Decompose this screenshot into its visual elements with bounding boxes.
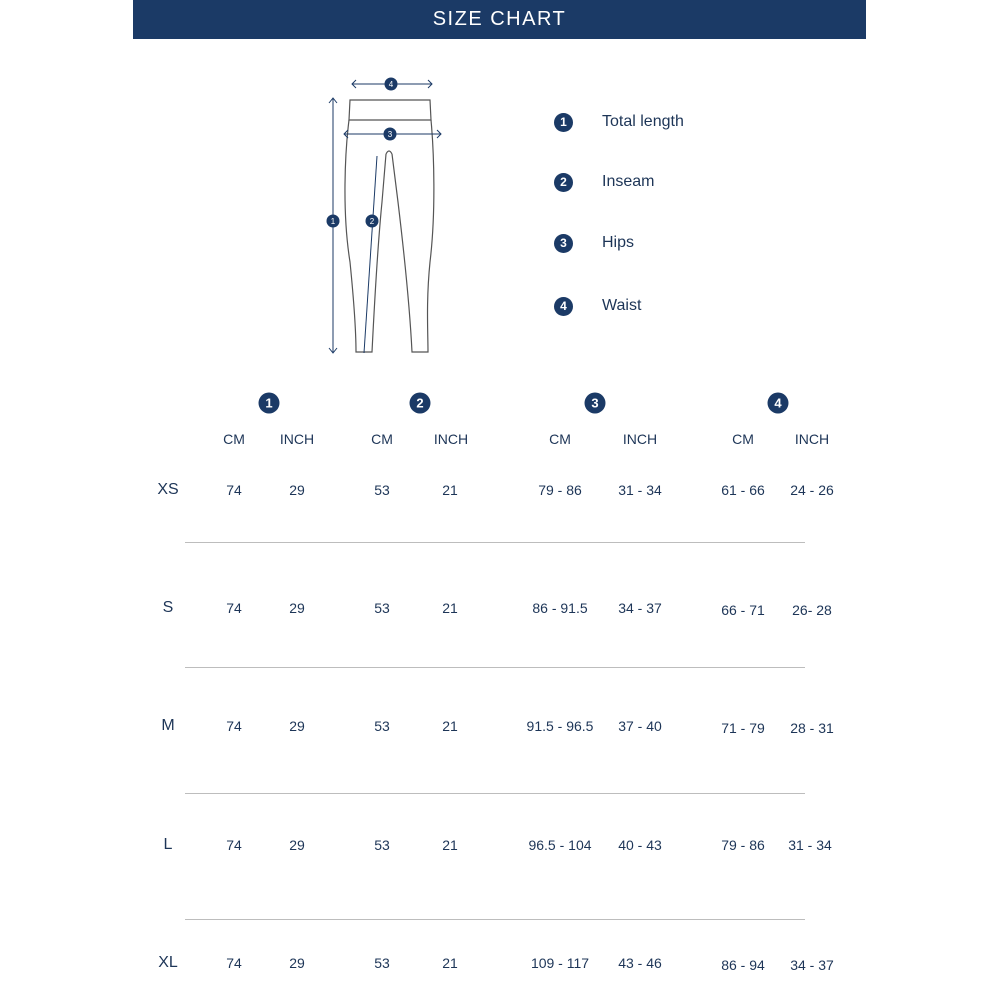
legend-label: Hips — [602, 234, 635, 251]
size-label: XS — [157, 481, 179, 498]
table-cell: 96.5 - 104 — [528, 837, 592, 853]
unit-header: INCH — [279, 431, 315, 447]
column-group-badge: 2 — [410, 393, 431, 414]
number-badge: 3 — [554, 234, 573, 253]
table-cell: 91.5 - 96.5 — [526, 718, 594, 734]
header-bar — [133, 0, 866, 39]
table-cell: 53 — [374, 718, 390, 734]
marker-label: 3 — [387, 130, 393, 139]
table-cell: 31 - 34 — [788, 837, 832, 853]
row-divider — [185, 542, 805, 543]
table-cell: 53 — [374, 600, 390, 616]
table-cell: 34 - 37 — [790, 957, 834, 973]
row-divider — [185, 919, 805, 920]
column-group-badge: 4 — [768, 393, 789, 414]
legend-item-inseam — [554, 170, 654, 194]
table-cell: 34 - 37 — [618, 600, 662, 616]
table-cell: 26- 28 — [792, 602, 832, 618]
column-group-badge: 3 — [585, 393, 606, 414]
table-cell: 74 — [226, 482, 242, 498]
row-divider — [185, 667, 805, 668]
table-cell: 21 — [442, 600, 458, 616]
table-cell: 24 - 26 — [790, 482, 834, 498]
table-cell: 86 - 94 — [721, 957, 765, 973]
table-cell: 74 — [226, 600, 242, 616]
table-cell: 21 — [442, 955, 458, 971]
table-cell: 37 - 40 — [618, 718, 662, 734]
table-cell: 31 - 34 — [618, 482, 662, 498]
marker-label: 1 — [330, 217, 336, 226]
table-cell: 43 - 46 — [618, 955, 662, 971]
table-cell: 79 - 86 — [721, 837, 765, 853]
table-cell: 29 — [289, 955, 305, 971]
marker-label: 4 — [388, 80, 394, 89]
table-cell: 61 - 66 — [721, 482, 765, 498]
unit-header: CM — [732, 431, 754, 447]
size-label: L — [163, 836, 173, 853]
page-title: SIZE CHART — [432, 8, 567, 30]
unit-header: INCH — [794, 431, 830, 447]
table-cell: 53 — [374, 482, 390, 498]
row-divider — [185, 793, 805, 794]
table-cell: 29 — [289, 837, 305, 853]
legend-label: Total length — [602, 113, 684, 130]
unit-header: CM — [223, 431, 245, 447]
legend-label: Waist — [602, 297, 642, 314]
legend-label: Inseam — [602, 173, 655, 190]
table-cell: 74 — [226, 837, 242, 853]
size-label: M — [161, 717, 175, 734]
table-cell: 53 — [374, 837, 390, 853]
table-cell: 53 — [374, 955, 390, 971]
table-cell: 28 - 31 — [790, 720, 834, 736]
table-cell: 109 - 117 — [530, 955, 590, 971]
table-cell: 74 — [226, 718, 242, 734]
table-cell: 29 — [289, 718, 305, 734]
table-cell: 40 - 43 — [618, 837, 662, 853]
unit-header: INCH — [622, 431, 658, 447]
marker-label: 2 — [369, 217, 375, 226]
table-cell: 21 — [442, 718, 458, 734]
table-cell: 71 - 79 — [721, 720, 765, 736]
table-cell: 86 - 91.5 — [532, 600, 588, 616]
table-cell: 29 — [289, 482, 305, 498]
number-badge: 2 — [554, 173, 573, 192]
number-badge: 1 — [554, 113, 573, 132]
size-label: S — [162, 599, 174, 616]
number-badge: 4 — [554, 297, 573, 316]
table-cell: 66 - 71 — [721, 602, 765, 618]
table-cell: 79 - 86 — [538, 482, 582, 498]
unit-header: INCH — [433, 431, 469, 447]
leggings-diagram — [320, 72, 450, 362]
legend-item-total-length — [554, 110, 684, 134]
unit-header: CM — [549, 431, 571, 447]
size-label: XL — [158, 954, 178, 971]
table-cell: 29 — [289, 600, 305, 616]
table-cell: 74 — [226, 955, 242, 971]
legend-item-waist — [554, 294, 641, 318]
column-group-badge: 1 — [259, 393, 280, 414]
table-cell: 21 — [442, 837, 458, 853]
legend-item-hips — [554, 231, 634, 255]
table-cell: 21 — [442, 482, 458, 498]
unit-header: CM — [371, 431, 393, 447]
